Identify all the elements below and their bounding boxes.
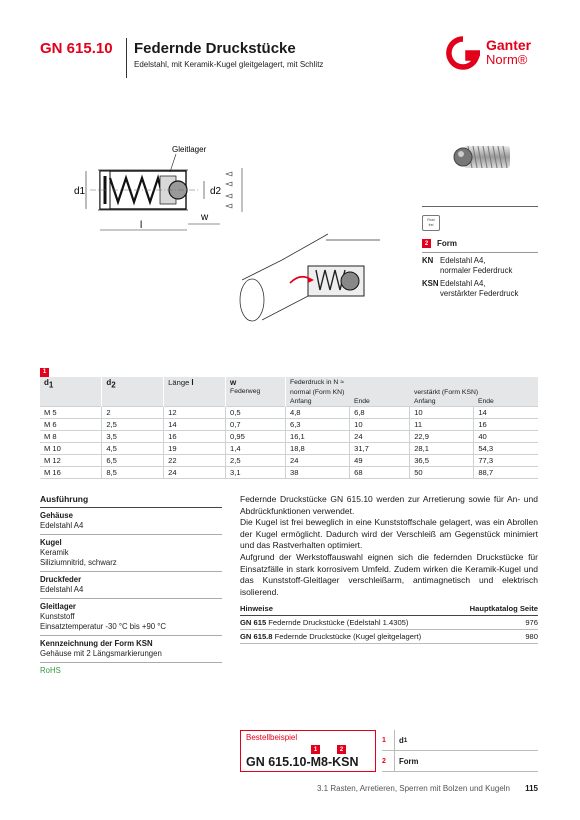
panel-divider xyxy=(422,206,538,207)
cell: 0,5 xyxy=(226,407,286,419)
table-row xyxy=(40,467,538,479)
spec-gehaeuse xyxy=(40,508,222,535)
col-w: w Federweg xyxy=(226,377,286,407)
note-code: GN 615 xyxy=(240,618,267,627)
cell: 0,95 xyxy=(226,431,286,443)
spec-value: Gehäuse mit 2 Längsmarkierungen xyxy=(40,649,162,658)
form-option-ksn xyxy=(422,279,538,299)
cell: 1,4 xyxy=(226,443,286,455)
cell: 16 xyxy=(164,431,226,443)
col-d1: $d_1$ xyxy=(44,378,54,390)
cell: 4,5 xyxy=(102,443,164,455)
col-laenge: Länge l xyxy=(164,377,226,407)
cell: 16,1 xyxy=(285,431,349,443)
table-row xyxy=(40,443,538,455)
spec-label: Kennzeichnung der Form KSN xyxy=(40,639,153,648)
table-row xyxy=(40,407,538,419)
ganter-logo xyxy=(444,36,544,70)
spec-value: Keramik xyxy=(40,548,69,557)
order-box xyxy=(240,730,376,772)
table-badge: 1 xyxy=(40,368,49,377)
page-header xyxy=(0,0,580,78)
spec-value: Siliziumnitrid, schwarz xyxy=(40,558,117,567)
form-desc-line: Edelstahl A4, xyxy=(440,279,486,288)
specifications xyxy=(40,494,222,675)
order-legend-row xyxy=(382,751,538,772)
order-code: GN 615.10-M8-KSN xyxy=(246,755,359,769)
cell: 10 xyxy=(410,407,474,419)
cell: 14 xyxy=(164,419,226,431)
cell: 24 xyxy=(285,455,349,467)
dimensions-table xyxy=(40,377,538,479)
logo-text-ganter: Ganter xyxy=(486,37,532,53)
specs-title: Ausführung xyxy=(40,494,222,508)
cell: 77,3 xyxy=(474,455,538,467)
form-desc-line: normaler Federdruck xyxy=(440,266,513,275)
order-legend xyxy=(382,730,538,772)
cell: 2,5 xyxy=(226,455,286,467)
form-code: KSN xyxy=(422,279,439,288)
cell: 49 xyxy=(350,455,410,467)
note-text: Federnde Druckstücke (Kugel gleitgelagert) xyxy=(274,632,422,641)
form-label: Form xyxy=(437,239,457,248)
cell: 12 xyxy=(164,407,226,419)
footer-section: 3.1 Rasten, Arretieren, Sperren mit Bolzen und Kugeln xyxy=(317,784,510,793)
cell: 6,8 xyxy=(350,407,410,419)
cell: 31,7 xyxy=(350,443,410,455)
form-desc-line: Edelstahl A4, xyxy=(440,256,486,265)
cell: 38 xyxy=(285,467,349,479)
spec-value: Edelstahl A4 xyxy=(40,521,84,530)
col-d2: $d_2$ xyxy=(102,377,164,407)
desc-paragraph: Die Kugel ist frei beweglich in eine Kunststoffschale gelagert, was ein Abrollen der Kugel ermöglicht. Dadurch wird der Verschleiß am Gegenstück minimiert und das Rastverhalten optimiert. xyxy=(240,517,538,551)
cell: 22,9 xyxy=(410,431,474,443)
cell: 40 xyxy=(474,431,538,443)
cell: 0,7 xyxy=(226,419,286,431)
form-rule xyxy=(422,252,538,253)
notes-header-left: Hinweise xyxy=(240,604,273,613)
spec-kennzeichnung xyxy=(40,636,222,663)
spec-label: Druckfeder xyxy=(40,575,82,584)
logo-text-norm: Norm® xyxy=(486,52,528,67)
form-code: KN xyxy=(422,256,434,265)
view-arrows-icon xyxy=(226,168,242,212)
table-row xyxy=(40,455,538,467)
cell: 28,1 xyxy=(410,443,474,455)
ganter-logo-icon xyxy=(444,36,482,70)
notes-row xyxy=(240,630,538,644)
cell: M 16 xyxy=(40,467,102,479)
cell: M 6 xyxy=(40,419,102,431)
form-heading xyxy=(422,239,538,248)
cell: 16 xyxy=(474,419,538,431)
cell: 10 xyxy=(350,419,410,431)
cell: 68 xyxy=(350,467,410,479)
cell: M 5 xyxy=(40,407,102,419)
note-page: 976 xyxy=(525,618,538,627)
technical-drawing xyxy=(60,140,280,240)
order-badge-2: 2 xyxy=(337,745,346,754)
legend-text: d 1 xyxy=(394,730,407,751)
cell: 2 xyxy=(102,407,164,419)
cell: 2,5 xyxy=(102,419,164,431)
cell: 54,3 xyxy=(474,443,538,455)
cell: M 8 xyxy=(40,431,102,443)
spec-kugel xyxy=(40,535,222,572)
desc-paragraph: Aufgrund der Werkstoffauswahl eignen sich die federnden Druckstücke für Einsatzfälle in stark korrosivem Umfeld. Zudem wirken die Keramik-Kugel und das Kunststoff-Gleitlager verschleißarm, antimagnetisch und elektrisch isolierend. xyxy=(240,551,538,597)
spec-label: Gleitlager xyxy=(40,602,76,611)
cell: M 12 xyxy=(40,455,102,467)
product-subtitle: Edelstahl, mit Keramik-Kugel gleitgelagert, mit Schlitz xyxy=(134,60,324,69)
form-desc-line: verstärkter Federdruck xyxy=(440,289,519,298)
notes-row xyxy=(240,616,538,630)
spec-druckfeder xyxy=(40,572,222,599)
cell: 22 xyxy=(164,455,226,467)
label-d1: d1 xyxy=(74,186,86,197)
cell: 11 xyxy=(410,419,474,431)
label-d2: d2 xyxy=(210,186,222,197)
table-row xyxy=(40,419,538,431)
spec-label: Gehäuse xyxy=(40,511,73,520)
cell: 18,8 xyxy=(285,443,349,455)
notes-table xyxy=(240,604,538,644)
title-divider xyxy=(126,38,127,78)
spec-value: Einsatztemperatur -30 °C bis +90 °C xyxy=(40,622,167,631)
form-badge: 2 xyxy=(422,239,431,248)
order-badge-1: 1 xyxy=(311,745,320,754)
legend-num: 1 xyxy=(382,736,386,744)
spec-value: Edelstahl A4 xyxy=(40,585,84,594)
notes-header-right: Hauptkatalog Seite xyxy=(469,604,538,613)
cell: 24 xyxy=(350,431,410,443)
cell: 4,8 xyxy=(285,407,349,419)
spec-value: Kunststoff xyxy=(40,612,75,621)
product-photo xyxy=(448,134,520,176)
form-panel xyxy=(422,206,538,299)
table-header-row xyxy=(40,377,538,407)
desc-paragraph: Federnde Druckstücke GN 615.10 werden zur Arretierung sowie für An- und Abdrückfunktionen verwendet. xyxy=(240,494,538,516)
cell: 3,5 xyxy=(102,431,164,443)
table-badge-wrap xyxy=(40,366,49,377)
cell: 6,5 xyxy=(102,455,164,467)
cell: 24 xyxy=(164,467,226,479)
note-code: GN 615.8 xyxy=(240,632,273,641)
order-legend-row xyxy=(382,730,538,751)
legend-num: 2 xyxy=(382,757,386,765)
cell: 88,7 xyxy=(474,467,538,479)
spec-gleitlager xyxy=(40,599,222,636)
cell: 14 xyxy=(474,407,538,419)
rostfrei-icon xyxy=(422,215,440,231)
installation-illustration xyxy=(230,228,380,323)
note-text: Federnde Druckstücke (Edelstahl 1.4305) xyxy=(268,618,409,627)
rostfrei-text-1: Rost xyxy=(427,218,435,222)
description xyxy=(240,494,538,598)
cell: 6,3 xyxy=(285,419,349,431)
product-title: Federnde Druckstücke xyxy=(134,40,296,57)
rostfrei-text-2: frei xyxy=(428,223,434,227)
notes-header xyxy=(240,604,538,616)
cell: 19 xyxy=(164,443,226,455)
order-example xyxy=(240,730,538,772)
table-row xyxy=(40,431,538,443)
label-w: w xyxy=(201,212,209,223)
col-federdruck: Federdruck in N ≈ normal (Form KN) verstärkt (Form KSN) Anfang Ende Anfang Ende xyxy=(285,377,538,407)
note-page: 980 xyxy=(525,632,538,641)
product-number: GN 615.10 xyxy=(40,40,113,57)
label-gleitlager: Gleitlager xyxy=(172,145,207,154)
legend-text: Form xyxy=(394,751,419,772)
page-number: 115 xyxy=(525,784,538,793)
cell: 3,1 xyxy=(226,467,286,479)
label-l: l xyxy=(140,220,143,231)
order-label: Bestellbeispiel xyxy=(246,733,298,742)
form-option-kn xyxy=(422,256,538,276)
cell: M 10 xyxy=(40,443,102,455)
cell: 8,5 xyxy=(102,467,164,479)
rohs-label: RoHS xyxy=(40,666,61,675)
cell: 50 xyxy=(410,467,474,479)
cell: 36,5 xyxy=(410,455,474,467)
spec-label: Kugel xyxy=(40,538,62,547)
